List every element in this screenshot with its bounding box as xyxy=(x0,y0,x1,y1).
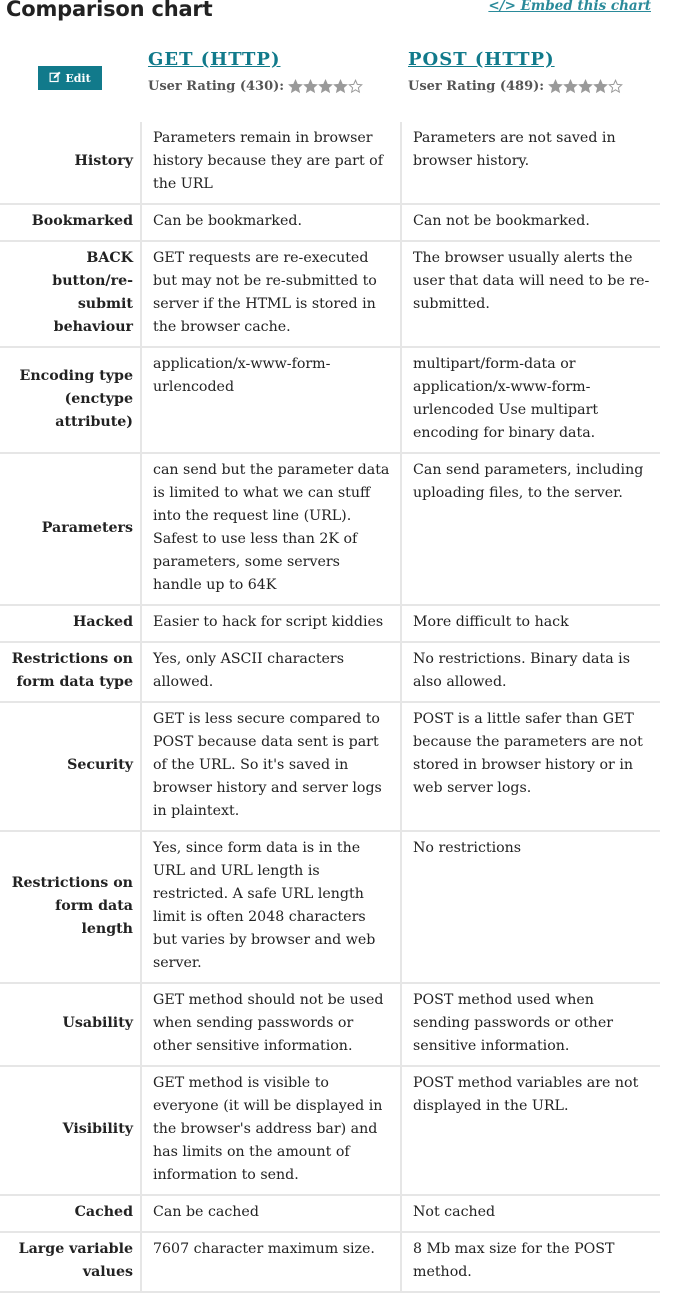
post-cell: Can send parameters, including uploading files, to the server. xyxy=(401,453,660,605)
edit-label: Edit xyxy=(65,71,91,85)
star-filled-icon[interactable] xyxy=(548,79,563,94)
table-row xyxy=(0,983,660,1066)
embed-chart-link[interactable]: </> Embed this chart xyxy=(488,0,651,14)
row-label: Hacked xyxy=(0,605,141,642)
table-row xyxy=(0,605,660,642)
post-cell: 8 Mb max size for the POST method. xyxy=(401,1232,660,1292)
get-cell: GET requests are re-executed but may not be re-submitted to server if the HTML is stored in the browser cache. xyxy=(141,241,401,347)
get-cell: Can be bookmarked. xyxy=(141,204,401,241)
post-cell: More difficult to hack xyxy=(401,605,660,642)
rating-stars-get[interactable] xyxy=(288,79,363,94)
table-row xyxy=(0,831,660,983)
column-header-post xyxy=(408,49,623,94)
star-filled-icon[interactable] xyxy=(593,79,608,94)
get-cell: can send but the parameter data is limited to what we can stuff into the request line (URL). Safest to use less than 2K of parameters, some servers handle up to 64K xyxy=(141,453,401,605)
column-title-post[interactable]: POST (HTTP) xyxy=(408,49,555,70)
rating-text-post: User Rating (489): xyxy=(408,79,545,94)
page-title: Comparison chart xyxy=(6,0,213,21)
star-filled-icon[interactable] xyxy=(303,79,318,94)
table-row xyxy=(0,241,660,347)
post-cell: POST method used when sending passwords or other sensitive information. xyxy=(401,983,660,1066)
get-cell: Parameters remain in browser history because they are part of the URL xyxy=(141,122,401,204)
table-row xyxy=(0,642,660,702)
row-label: Parameters xyxy=(0,453,141,605)
table-row xyxy=(0,1232,660,1292)
row-label: Large variable values xyxy=(0,1232,141,1292)
star-filled-icon[interactable] xyxy=(333,79,348,94)
column-header-get xyxy=(148,49,363,94)
post-cell: POST method variables are not displayed in the URL. xyxy=(401,1066,660,1195)
star-filled-icon[interactable] xyxy=(563,79,578,94)
table-row xyxy=(0,1066,660,1195)
comparison-table xyxy=(0,122,660,1293)
edit-button[interactable] xyxy=(38,66,102,90)
comparison-table-body xyxy=(0,122,660,1292)
rating-text-get: User Rating (430): xyxy=(148,79,285,94)
post-cell: No restrictions xyxy=(401,831,660,983)
post-cell: multipart/form-data or application/x-www-form-urlencoded Use multipart encoding for binary data. xyxy=(401,347,660,453)
table-row xyxy=(0,122,660,204)
table-row xyxy=(0,453,660,605)
get-cell: Easier to hack for script kiddies xyxy=(141,605,401,642)
star-filled-icon[interactable] xyxy=(578,79,593,94)
row-label: Security xyxy=(0,702,141,831)
post-cell: Parameters are not saved in browser history. xyxy=(401,122,660,204)
row-label: Restrictions on form data type xyxy=(0,642,141,702)
star-empty-icon[interactable] xyxy=(348,79,363,94)
column-title-get[interactable]: GET (HTTP) xyxy=(148,49,281,70)
row-label: Visibility xyxy=(0,1066,141,1195)
star-filled-icon[interactable] xyxy=(288,79,303,94)
get-cell: 7607 character maximum size. xyxy=(141,1232,401,1292)
get-cell: Yes, only ASCII characters allowed. xyxy=(141,642,401,702)
post-cell: No restrictions. Binary data is also allowed. xyxy=(401,642,660,702)
rating-stars-post[interactable] xyxy=(548,79,623,94)
table-row xyxy=(0,204,660,241)
user-rating-get xyxy=(148,79,363,94)
user-rating-post xyxy=(408,79,623,94)
row-label: Cached xyxy=(0,1195,141,1232)
row-label: History xyxy=(0,122,141,204)
edit-icon xyxy=(49,71,61,86)
star-filled-icon[interactable] xyxy=(318,79,333,94)
get-cell: Yes, since form data is in the URL and URL length is restricted. A safe URL length limit is often 2048 characters but varies by browser and web server. xyxy=(141,831,401,983)
post-cell: POST is a little safer than GET because the parameters are not stored in browser history or in web server logs. xyxy=(401,702,660,831)
get-cell: GET method is visible to everyone (it will be displayed in the browser's address bar) and has limits on the amount of information to send. xyxy=(141,1066,401,1195)
get-cell: GET method should not be used when sending passwords or other sensitive information. xyxy=(141,983,401,1066)
get-cell: GET is less secure compared to POST because data sent is part of the URL. So it's saved in browser history and server logs in plaintext. xyxy=(141,702,401,831)
row-label: Bookmarked xyxy=(0,204,141,241)
table-row xyxy=(0,347,660,453)
row-label: Usability xyxy=(0,983,141,1066)
star-empty-icon[interactable] xyxy=(608,79,623,94)
table-row xyxy=(0,702,660,831)
get-cell: application/x-www-form-urlencoded xyxy=(141,347,401,453)
get-cell: Can be cached xyxy=(141,1195,401,1232)
post-cell: Not cached xyxy=(401,1195,660,1232)
post-cell: Can not be bookmarked. xyxy=(401,204,660,241)
row-label: Encoding type (enctype attribute) xyxy=(0,347,141,453)
row-label: Restrictions on form data length xyxy=(0,831,141,983)
post-cell: The browser usually alerts the user that data will need to be re-submitted. xyxy=(401,241,660,347)
table-row xyxy=(0,1195,660,1232)
row-label: BACK button/re-submit behaviour xyxy=(0,241,141,347)
